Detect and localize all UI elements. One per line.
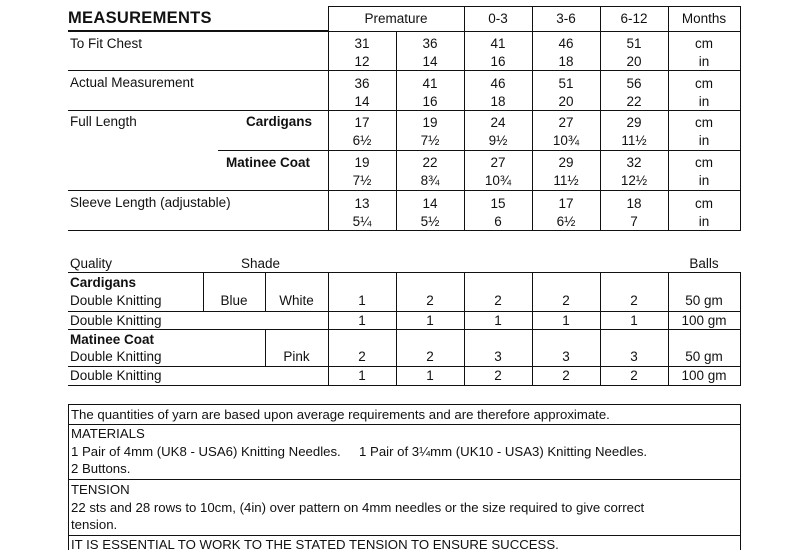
qty-cell: 2 [630, 293, 638, 308]
row-label: Actual Measurement [70, 75, 194, 90]
unit-label: in [698, 94, 710, 109]
qty-cell: 1 [426, 313, 434, 328]
unit-label: cm [695, 115, 713, 130]
essential-note: IT IS ESSENTIAL TO WORK TO THE STATED TENSION TO ENSURE SUCCESS. [71, 537, 559, 552]
unit-label: cm [695, 36, 713, 51]
size-header: Months [681, 11, 727, 26]
cell-cm: 56 [626, 76, 642, 91]
cell-in: 14 [422, 54, 438, 69]
cell-in: 12½ [620, 173, 648, 188]
row-label: Full Length [70, 114, 137, 129]
cell-cm: 15 [490, 196, 506, 211]
approx-note: The quantities of yarn are based upon average requirements and are therefore approximate. [71, 407, 610, 422]
cell-cm: 14 [422, 196, 438, 211]
cell-cm: 22 [422, 155, 438, 170]
qty-cell: 2 [426, 293, 434, 308]
rule [68, 110, 740, 111]
cell-in: 18 [558, 54, 574, 69]
qty-cell: 1 [494, 313, 502, 328]
shade-header: Shade [241, 256, 281, 271]
qty-cell: 2 [630, 368, 638, 383]
cell-in: 11½ [553, 173, 579, 188]
cell-cm: 41 [422, 76, 438, 91]
rule [68, 70, 740, 71]
cell-cm: 27 [558, 115, 574, 130]
shade-cell: White [279, 293, 314, 308]
row-label: To Fit Chest [70, 36, 143, 51]
cell-cm: 29 [626, 115, 642, 130]
balls-cell: 50 gm [685, 349, 723, 364]
size-header: Premature [364, 11, 428, 26]
rule [328, 6, 740, 7]
qty-cell: 1 [358, 368, 366, 383]
shade-cell: Blue [220, 293, 248, 308]
unit-label: cm [695, 76, 713, 91]
size-header: 3-6 [556, 11, 576, 26]
balls-cell: 100 gm [681, 313, 727, 328]
materials-title: MATERIALS [71, 426, 145, 441]
rule [68, 479, 740, 480]
qty-cell: 2 [494, 293, 502, 308]
cell-in: 22 [626, 94, 642, 109]
cell-cm: 51 [558, 76, 574, 91]
size-header: 0-3 [488, 11, 508, 26]
cell-cm: 17 [354, 115, 370, 130]
balls-cell: 100 gm [681, 368, 727, 383]
row-sublabel: Matinee Coat [226, 155, 311, 170]
qty-cell: 3 [562, 349, 570, 364]
rule [68, 404, 740, 405]
tension-line: tension. [71, 517, 118, 532]
cell-in: 12 [354, 54, 370, 69]
rule [68, 329, 740, 330]
cell-cm: 32 [626, 155, 642, 170]
rule [68, 385, 740, 386]
cell-cm: 36 [354, 76, 370, 91]
balls-header: Balls [689, 256, 719, 271]
qty-cell: 2 [562, 368, 570, 383]
cell-cm: 29 [558, 155, 574, 170]
materials-line: 1 Pair of 4mm (UK8 - USA6) Knitting Needles. 1 Pair of 3¼mm (UK10 - USA3) Knitting Needles. [71, 444, 648, 459]
materials-line: 2 Buttons. [71, 461, 131, 476]
qty-cell: 2 [494, 368, 502, 383]
quality-header: Quality [70, 256, 113, 271]
cell-in: 20 [626, 54, 642, 69]
balls-cell: 50 gm [685, 293, 723, 308]
rule [740, 272, 741, 386]
cell-in: 16 [422, 94, 438, 109]
rule [68, 311, 740, 312]
cell-cm: 24 [490, 115, 506, 130]
qty-cell: 2 [562, 293, 570, 308]
rule [68, 190, 740, 191]
cell-cm: 19 [422, 115, 438, 130]
cell-cm: 13 [354, 196, 370, 211]
tension-line: 22 sts and 28 rows to 10cm, (4in) over pattern on 4mm needles or the size required to give correct [71, 500, 645, 515]
rule [740, 404, 741, 550]
cell-cm: 31 [354, 36, 370, 51]
rule [218, 150, 740, 151]
qty-cell: 2 [426, 349, 434, 364]
size-header: 6-12 [620, 11, 648, 26]
cell-cm: 27 [490, 155, 506, 170]
cell-in: 8¾ [420, 173, 440, 188]
cell-in: 6 [494, 214, 502, 229]
cell-in: 10¾ [552, 133, 580, 148]
cell-in: 16 [490, 54, 506, 69]
cell-in: 14 [354, 94, 370, 109]
cell-in: 5½ [420, 214, 440, 229]
rule [68, 230, 740, 231]
cell-in: 7½ [420, 133, 440, 148]
cell-cm: 18 [626, 196, 642, 211]
qty-cell: 1 [562, 313, 570, 328]
unit-label: in [698, 173, 710, 188]
qty-cell: 1 [358, 293, 366, 308]
shade-cell: Pink [283, 349, 310, 364]
cell-cm: 41 [490, 36, 506, 51]
cell-in: 5¼ [352, 214, 372, 229]
quality-cell: Double Knitting [70, 368, 162, 383]
rule [68, 30, 328, 32]
cell-cm: 46 [558, 36, 574, 51]
cell-cm: 19 [354, 155, 370, 170]
qty-cell: 1 [630, 313, 638, 328]
rule [68, 366, 740, 367]
cell-in: 9½ [488, 133, 508, 148]
cell-in: 10¾ [484, 173, 512, 188]
cell-in: 11½ [621, 133, 647, 148]
cell-in: 20 [558, 94, 574, 109]
tension-title: TENSION [71, 482, 130, 497]
unit-label: in [698, 133, 710, 148]
cell-in: 7½ [352, 173, 372, 188]
cell-in: 18 [490, 94, 506, 109]
group-title: Cardigans [70, 275, 137, 290]
row-label: Sleeve Length (adjustable) [70, 195, 231, 210]
cell-in: 6½ [556, 214, 576, 229]
qty-cell: 1 [358, 313, 366, 328]
cell-cm: 51 [626, 36, 642, 51]
rule [68, 272, 740, 273]
qty-cell: 2 [358, 349, 366, 364]
row-sublabel: Cardigans [246, 114, 313, 129]
qty-cell: 1 [426, 368, 434, 383]
quality-cell: Double Knitting [70, 293, 162, 308]
rule [68, 424, 740, 425]
group-title: Matinee Coat [70, 332, 155, 347]
cell-in: 7 [630, 214, 638, 229]
measurements-title: MEASUREMENTS [68, 9, 212, 27]
quality-cell: Double Knitting [70, 313, 162, 328]
qty-cell: 3 [630, 349, 638, 364]
unit-label: in [698, 214, 710, 229]
rule [740, 6, 741, 231]
cell-cm: 46 [490, 76, 506, 91]
unit-label: in [698, 54, 710, 69]
quality-cell: Double Knitting [70, 349, 162, 364]
unit-label: cm [695, 196, 713, 211]
qty-cell: 3 [494, 349, 502, 364]
rule [68, 535, 740, 536]
cell-cm: 36 [422, 36, 438, 51]
rule [328, 31, 740, 32]
cell-in: 6½ [352, 133, 372, 148]
unit-label: cm [695, 155, 713, 170]
rule [68, 404, 69, 550]
cell-cm: 17 [558, 196, 574, 211]
